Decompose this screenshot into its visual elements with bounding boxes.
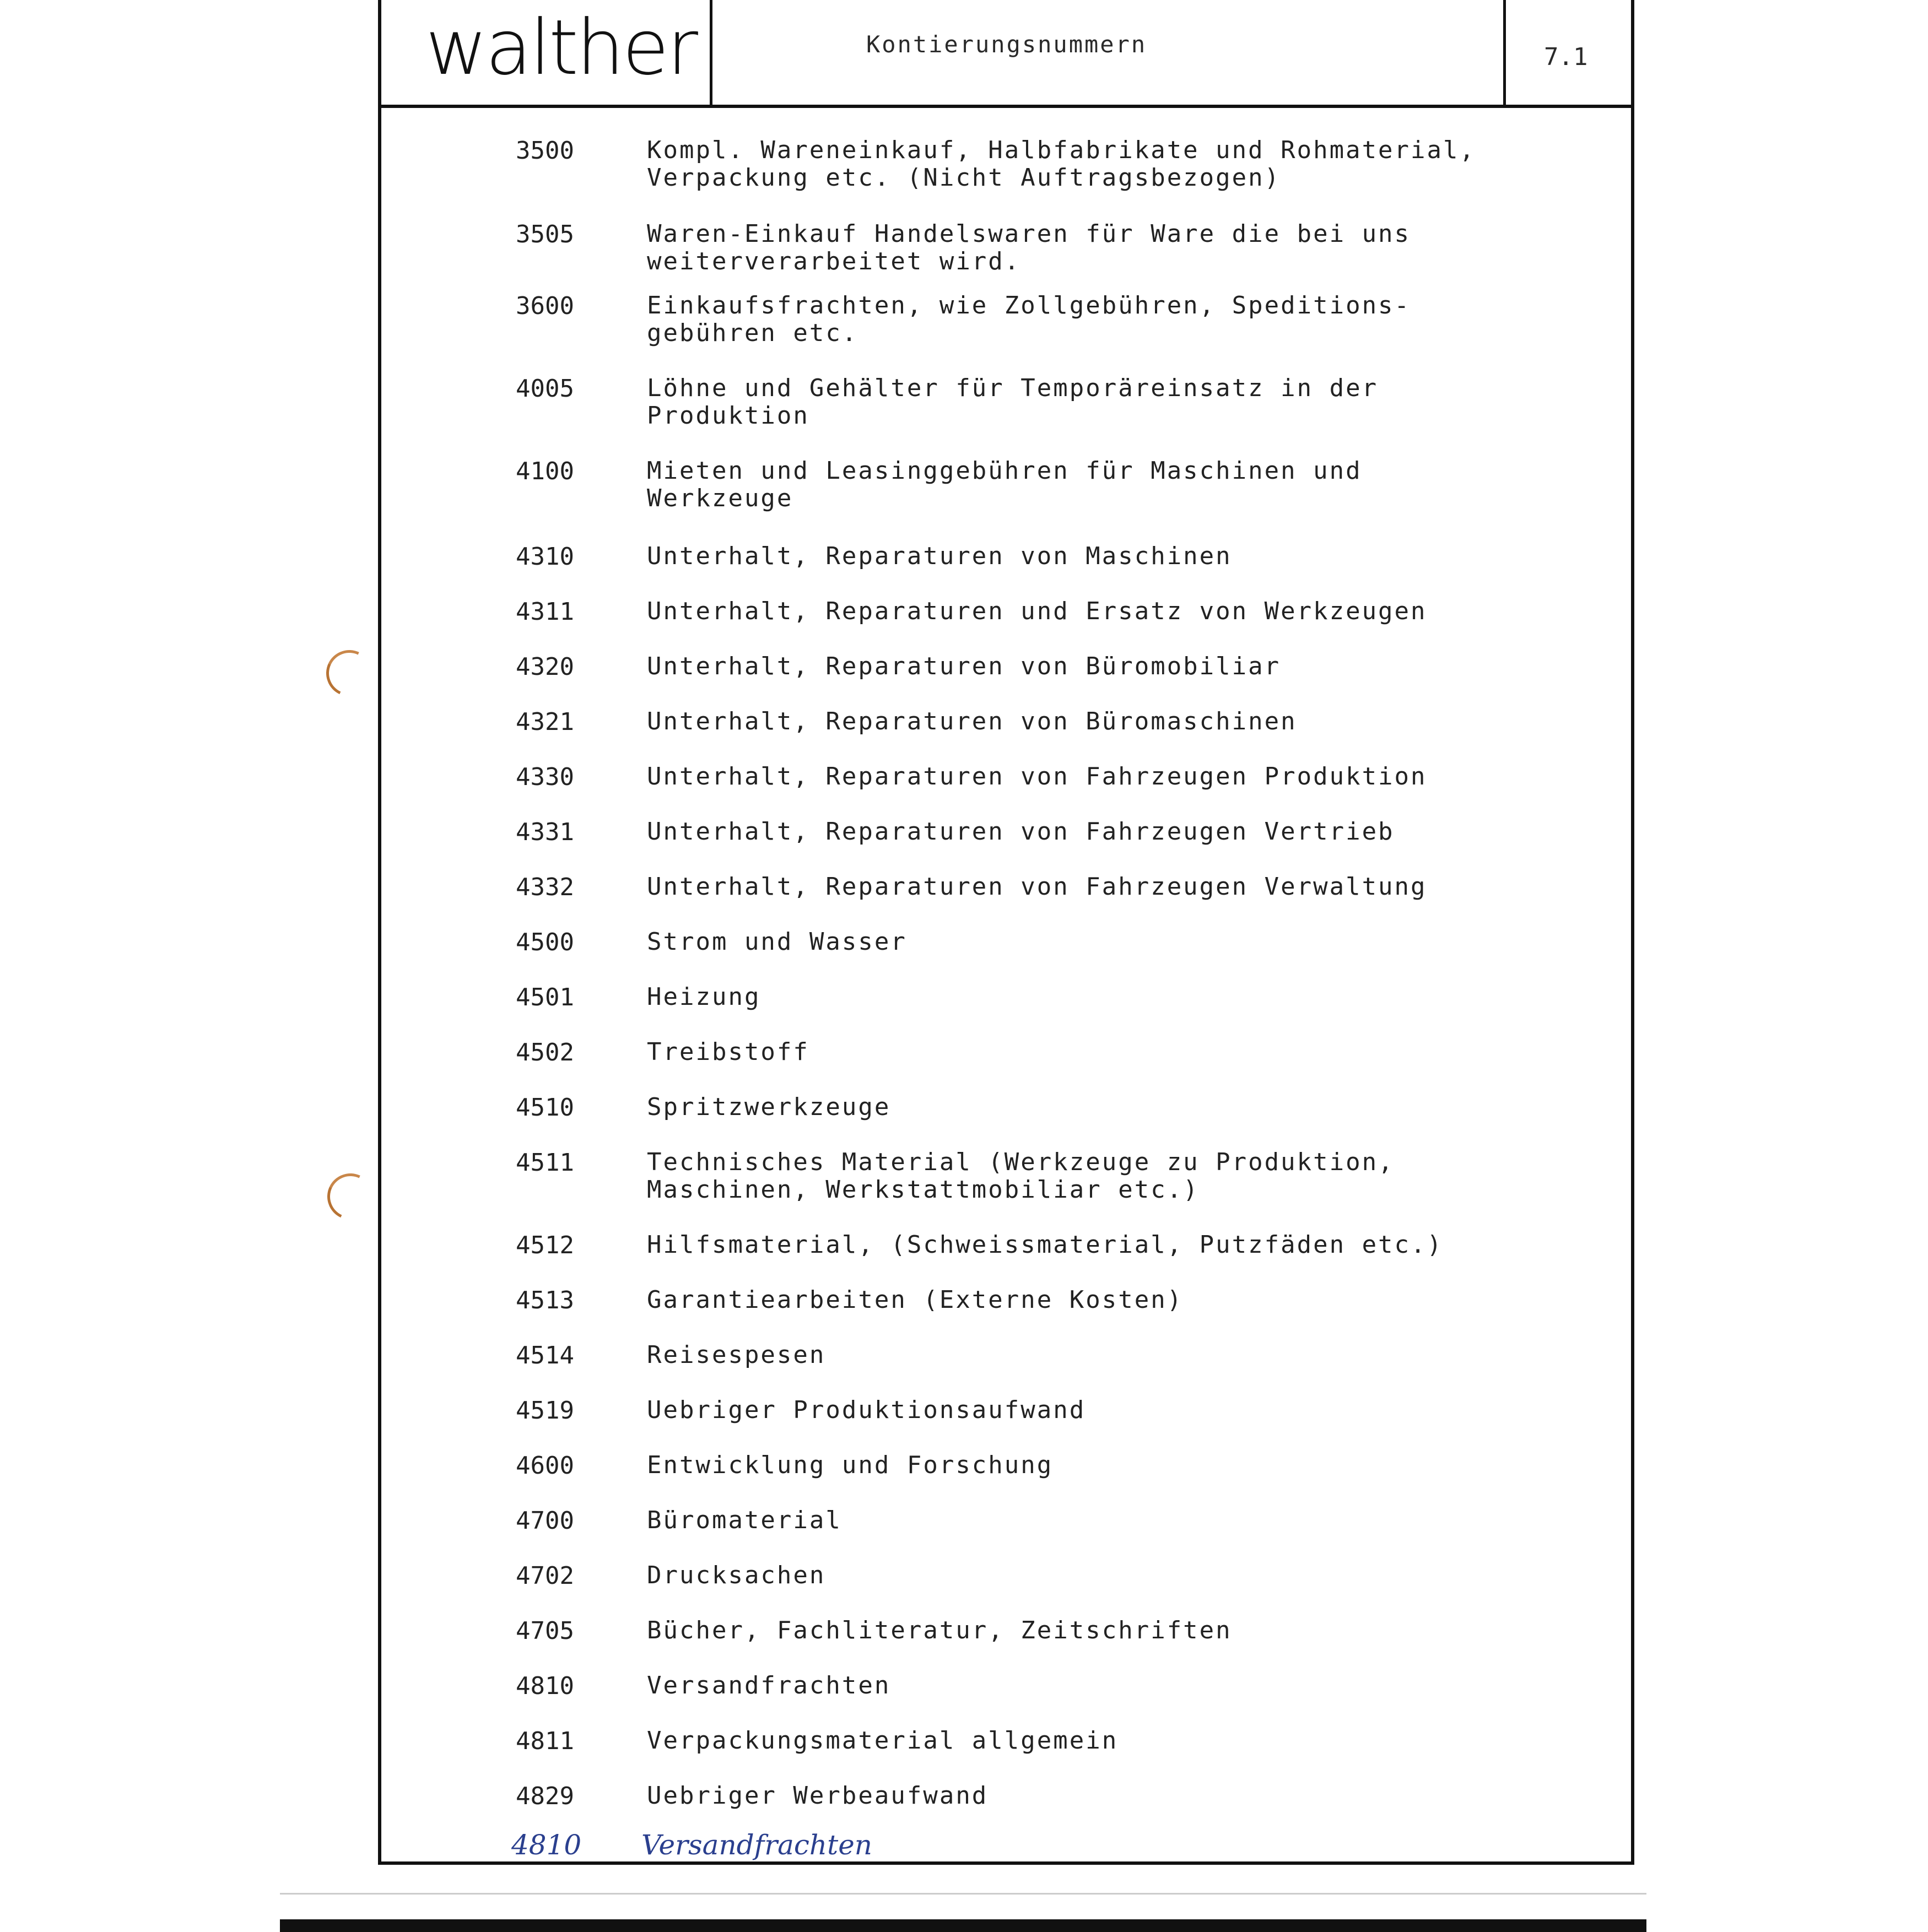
description-line: Unterhalt, Reparaturen von Fahrzeugen Verwaltung — [647, 873, 1427, 901]
account-description — [647, 653, 1281, 680]
description-line: Verpackungsmaterial allgemein — [647, 1727, 1119, 1755]
account-description — [647, 1507, 842, 1534]
account-number: 3500 — [516, 137, 574, 165]
account-number: 4502 — [516, 1038, 574, 1067]
description-line: Einkaufsfrachten, wie Zollgebühren, Speditions- — [647, 291, 1411, 320]
header-divider — [1503, 0, 1506, 105]
account-description — [647, 375, 1378, 430]
page-header — [381, 0, 1631, 108]
account-description — [647, 598, 1427, 625]
page-number: 7.1 — [1544, 43, 1588, 71]
description-line: Treibstoff — [647, 1038, 809, 1066]
account-description — [647, 1672, 890, 1700]
account-number: 4811 — [516, 1727, 574, 1755]
document-title: Kontierungsnummern — [866, 31, 1147, 58]
account-number: 3505 — [516, 220, 574, 248]
company-logo: walther — [425, 3, 696, 92]
account-number: 4512 — [516, 1231, 574, 1259]
account-description — [647, 1782, 988, 1810]
account-description — [647, 983, 760, 1011]
account-number: 4600 — [516, 1452, 574, 1480]
account-description — [647, 873, 1427, 901]
description-line: Reisespesen — [647, 1341, 826, 1369]
description-line: Heizung — [647, 983, 761, 1011]
description-line: Büromaterial — [647, 1506, 842, 1534]
description-line: Löhne und Gehälter für Temporäreinsatz in der — [647, 374, 1379, 402]
description-line: Garantiearbeiten (Externe Kosten) — [647, 1286, 1184, 1314]
account-number: 4005 — [516, 375, 574, 403]
description-line: Unterhalt, Reparaturen und Ersatz von Werkzeugen — [647, 597, 1427, 625]
punch-hole-upper — [320, 643, 379, 703]
description-line: Maschinen, Werkstattmobiliar etc.) — [647, 1176, 1200, 1204]
account-number: 4513 — [516, 1286, 574, 1314]
account-number: 3600 — [516, 292, 574, 320]
account-number: 4100 — [516, 457, 574, 485]
account-number: 4700 — [516, 1507, 574, 1535]
account-description — [647, 220, 1411, 275]
description-line: Entwicklung und Forschung — [647, 1451, 1054, 1479]
description-line: Uebriger Produktionsaufwand — [647, 1396, 1086, 1424]
account-description — [647, 1562, 825, 1589]
description-line: Unterhalt, Reparaturen von Büromobiliar — [647, 652, 1281, 680]
description-line: Spritzwerkzeuge — [647, 1093, 891, 1121]
description-line: Unterhalt, Reparaturen von Büromaschinen — [647, 707, 1297, 735]
description-line: weiterverarbeitet wird. — [647, 247, 1021, 275]
description-line: Mieten und Leasinggebühren für Maschinen und — [647, 457, 1362, 485]
account-number: 4519 — [516, 1397, 574, 1425]
account-description — [647, 1452, 1053, 1479]
account-description — [647, 543, 1232, 570]
account-number: 4330 — [516, 763, 574, 791]
description-line: Versandfrachten — [647, 1671, 891, 1700]
account-number: 4511 — [516, 1149, 574, 1177]
description-line: Strom und Wasser — [647, 928, 907, 956]
account-description — [647, 1149, 1395, 1204]
account-description — [647, 708, 1297, 735]
description-line: Drucksachen — [647, 1561, 826, 1589]
account-number: 4500 — [516, 928, 574, 956]
handwritten-number: 4810 — [511, 1829, 582, 1861]
description-line: gebühren etc. — [647, 319, 858, 347]
description-line: Verpackung etc. (Nicht Auftragsbezogen) — [647, 164, 1281, 192]
account-number: 4705 — [516, 1617, 574, 1645]
account-description — [647, 1094, 890, 1121]
account-description — [647, 1231, 1443, 1259]
description-line: Unterhalt, Reparaturen von Maschinen — [647, 542, 1232, 570]
description-line: Hilfsmaterial, (Schweissmaterial, Putzfäden etc.) — [647, 1231, 1444, 1259]
description-line: Technisches Material (Werkzeuge zu Produktion, — [647, 1148, 1395, 1176]
description-line: Bücher, Fachliteratur, Zeitschriften — [647, 1616, 1232, 1644]
account-description — [647, 1341, 825, 1369]
description-line: Kompl. Wareneinkauf, Halbfabrikate und Rohmaterial, — [647, 136, 1476, 164]
account-description — [647, 1038, 809, 1066]
account-description — [647, 292, 1411, 347]
account-number: 4514 — [516, 1341, 574, 1370]
account-description — [647, 137, 1476, 192]
description-line: Uebriger Werbeaufwand — [647, 1782, 989, 1810]
account-number: 4702 — [516, 1562, 574, 1590]
account-number: 4310 — [516, 543, 574, 571]
account-number: 4321 — [516, 708, 574, 736]
account-number: 4510 — [516, 1094, 574, 1122]
account-description — [647, 928, 907, 956]
account-description — [647, 763, 1427, 791]
account-number: 4810 — [516, 1672, 574, 1700]
account-description — [647, 1617, 1232, 1644]
account-number: 4320 — [516, 653, 574, 681]
document-page — [378, 0, 1634, 1865]
description-line: Werkzeuge — [647, 484, 793, 512]
account-number: 4332 — [516, 873, 574, 901]
account-description — [647, 1727, 1118, 1755]
account-description — [647, 1397, 1085, 1424]
header-divider — [710, 0, 712, 105]
description-line: Unterhalt, Reparaturen von Fahrzeugen Vertrieb — [647, 818, 1395, 846]
account-number: 4331 — [516, 818, 574, 846]
description-line: Unterhalt, Reparaturen von Fahrzeugen Produktion — [647, 762, 1427, 791]
handwritten-description: Versandfrachten — [641, 1829, 872, 1861]
account-number: 4501 — [516, 983, 574, 1011]
account-number: 4829 — [516, 1782, 574, 1810]
account-number: 4311 — [516, 598, 574, 626]
account-description — [647, 457, 1362, 512]
scan-edge-line — [280, 1893, 1646, 1895]
account-description — [647, 818, 1395, 846]
description-line: Waren-Einkauf Handelswaren für Ware die bei uns — [647, 220, 1411, 248]
scan-border-bottom — [280, 1919, 1646, 1932]
description-line: Produktion — [647, 402, 809, 430]
account-description — [647, 1286, 1183, 1314]
punch-hole-lower — [321, 1167, 380, 1226]
